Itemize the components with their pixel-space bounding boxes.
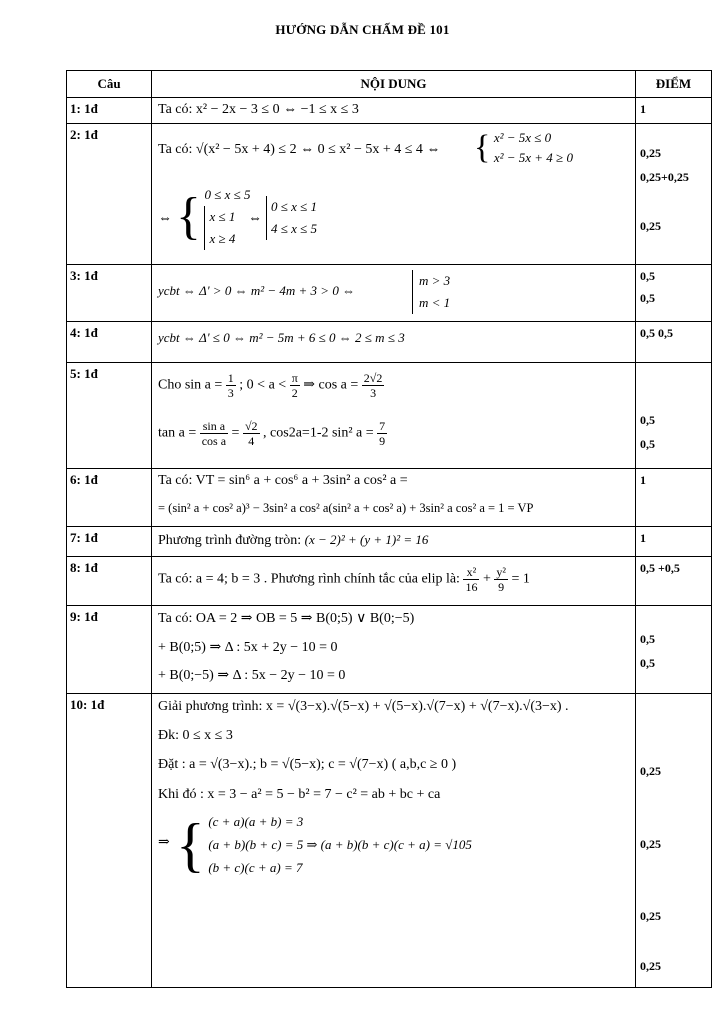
score: 1 bbox=[640, 473, 646, 487]
header-question: Câu bbox=[67, 71, 152, 98]
score: 0,5 bbox=[640, 656, 655, 670]
question-label: 9: 1đ bbox=[67, 606, 152, 694]
table-row bbox=[67, 322, 712, 363]
content-cell bbox=[152, 322, 636, 363]
score: 1 bbox=[640, 531, 646, 545]
header-content: NỘI DUNG bbox=[152, 71, 636, 98]
content-cell bbox=[152, 265, 636, 322]
content-cell bbox=[152, 557, 636, 606]
page-title: HƯỚNG DẪN CHẤM ĐỀ 101 bbox=[275, 22, 450, 37]
question-label: 6: 1đ bbox=[67, 469, 152, 527]
score: 0,25 bbox=[640, 837, 661, 851]
score-cell bbox=[636, 363, 712, 469]
table-header-row bbox=[67, 71, 712, 98]
content-cell bbox=[152, 98, 636, 124]
score: 0,25 bbox=[640, 764, 661, 778]
content-line: ycbt ⇔ Δ' > 0 ⇔ m² − 4m + 3 > 0 ⇔ bbox=[158, 283, 356, 298]
score: 0,5 +0,5 bbox=[640, 561, 680, 575]
content-line: Giải phương trình: x = √(3−x).√(5−x) + √(5−x).√(7−x) + √(7−x).√(3−x) . bbox=[158, 699, 569, 714]
table-row bbox=[67, 694, 712, 988]
score: 0,25 bbox=[640, 146, 661, 160]
question-label: 7: 1đ bbox=[67, 527, 152, 557]
score: 0,5 0,5 bbox=[640, 326, 673, 340]
content-line: Cho sin a = $\frac{1}{3}$ ; 0 < a < $\frac{\pi}{2}$ ⇒ cos a = $\frac{2√2}{3}$ bbox=[158, 371, 383, 400]
content-line: + B(0;−5) ⇒ Δ : 5x − 2y − 10 = 0 bbox=[158, 668, 346, 683]
question-label: 5: 1đ bbox=[67, 363, 152, 469]
system-brace: { x² − 5x ≤ 0 x² − 5x + 4 ≥ 0 bbox=[474, 129, 573, 166]
content-cell bbox=[152, 606, 636, 694]
score: 1 bbox=[640, 102, 646, 116]
content-line: Đk: 0 ≤ x ≤ 3 bbox=[158, 728, 233, 743]
question-label: 10: 1đ bbox=[67, 694, 152, 988]
score: 0,5 bbox=[640, 632, 655, 646]
content-cell bbox=[152, 469, 636, 527]
content-cell: Giải phương trình: x = √(3−x).√(5−x) + √(5−x).√(7−x) + √(7−x).√(3−x) . Đk: 0 ≤ x ≤ 3 Đặt : a = √(3−x).; b = √(5−x); c = √(7−x) ( a,b,c ≥ 0 ) Khi đó : x = 3 − a² = 5 − b² = 7 − c² = ab + bc + ca ⇒ { (c + a)(a + b) = 3 (a + b)(b + c) = 5 ⇒ (a + b)(b + c)(c + a) = √105 (b + c)(c + a) = 7 bbox=[152, 694, 636, 988]
score: 0,5 bbox=[640, 269, 655, 283]
question-label: 3: 1đ bbox=[67, 265, 152, 322]
content-line: tan a = $\frac{\text{sin a}}{\text{cos a}}$ = $\frac{√2}{4}$ , cos2a=1-2 sin² a = $\frac{7}{9}$ bbox=[158, 419, 386, 448]
score-cell bbox=[636, 98, 712, 124]
content-line: Ta có: x² − 2x − 3 ≤ 0 ⇔ −1 ≤ x ≤ 3 bbox=[158, 102, 359, 117]
system-brace: { 0 ≤ x ≤ 5 x ≤ 1 x ≥ 4 bbox=[176, 184, 251, 250]
score: 0,25 bbox=[640, 909, 661, 923]
system-bracket: 0 ≤ x ≤ 1 4 ≤ x ≤ 5 bbox=[266, 196, 317, 240]
score-cell bbox=[636, 124, 712, 265]
question-label: 4: 1đ bbox=[67, 322, 152, 363]
system-brace: { (c + a)(a + b) = 3 (a + b)(b + c) = 5 ⇒ (a + b)(b + c)(c + a) = √105 (b + c)(c + a) = 7 bbox=[176, 811, 472, 878]
score: 0,5 bbox=[640, 437, 655, 451]
question-label: 2: 1đ bbox=[67, 124, 152, 265]
score-cell bbox=[636, 527, 712, 557]
table-row bbox=[67, 363, 712, 469]
table-row bbox=[67, 557, 712, 606]
content-line: Ta có: a = 4; b = 3 . Phương rình chính tắc của elip là: $\frac{\text{x²}}{16}$ + $\frac{\text{y²}}{9}$ = 1 bbox=[158, 565, 530, 594]
table-row bbox=[67, 469, 712, 527]
table-row bbox=[67, 98, 712, 124]
score-cell bbox=[636, 694, 712, 988]
content-cell bbox=[152, 363, 636, 469]
score: 0,25 bbox=[640, 959, 661, 973]
content-line: Phương trình đường tròn: (x − 2)² + (y + 1)² = 16 bbox=[158, 532, 429, 548]
score-cell bbox=[636, 606, 712, 694]
content-line: Đặt : a = √(3−x).; b = √(5−x); c = √(7−x) ( a,b,c ≥ 0 ) bbox=[158, 757, 457, 772]
content-line: Ta có: OA = 2 ⇒ OB = 5 ⇒ B(0;5) ∨ B(0;−5) bbox=[158, 611, 415, 626]
table-row bbox=[67, 527, 712, 557]
content-line: ycbt ⇔ Δ' ≤ 0 ⇔ m² − 5m + 6 ≤ 0 ⇔ 2 ≤ m ≤ 3 bbox=[158, 330, 405, 345]
score: 0,5 bbox=[640, 291, 655, 305]
score-cell bbox=[636, 322, 712, 363]
content-cell bbox=[152, 527, 636, 557]
score-cell bbox=[636, 469, 712, 527]
system-bracket: m > 3 m < 1 bbox=[412, 270, 450, 314]
content-line: Khi đó : x = 3 − a² = 5 − b² = 7 − c² = ab + bc + ca bbox=[158, 787, 441, 802]
header-score: ĐIỂM bbox=[636, 71, 712, 98]
table-row bbox=[67, 606, 712, 694]
question-label: 1: 1đ bbox=[67, 98, 152, 124]
score: 0,25 bbox=[640, 219, 661, 233]
table-row bbox=[67, 124, 712, 265]
score: 0,5 bbox=[640, 413, 655, 427]
score: 0,25+0,25 bbox=[640, 170, 689, 184]
content-line: + B(0;5) ⇒ Δ : 5x + 2y − 10 = 0 bbox=[158, 640, 338, 655]
content-line: Ta có: √(x² − 5x + 4) ≤ 2 ⇔ 0 ≤ x² − 5x + 4 ≤ 4 ⇔ bbox=[158, 142, 441, 157]
table-row bbox=[67, 265, 712, 322]
score-cell bbox=[636, 557, 712, 606]
content-cell: Ta có: √(x² − 5x + 4) ≤ 2 ⇔ 0 ≤ x² − 5x + 4 ≤ 4 ⇔ { x² − 5x ≤ 0 x² − 5x + 4 ≥ 0 ⇔ { 0 ≤ x ≤ 5 x ≤ 1 x ≥ 4 ⇔ 0 ≤ x ≤ 1 4 ≤ x ≤ 5 bbox=[152, 124, 636, 265]
grading-table bbox=[66, 70, 712, 988]
content-line: Ta có: VT = sin⁶ a + cos⁶ a + 3sin² a cos² a = bbox=[158, 473, 408, 488]
question-label: 8: 1đ bbox=[67, 557, 152, 606]
score-cell bbox=[636, 265, 712, 322]
content-line: = (sin² a + cos² a)³ − 3sin² a cos² a(sin² a + cos² a) + 3sin² a cos² a = 1 = VP bbox=[158, 501, 534, 515]
